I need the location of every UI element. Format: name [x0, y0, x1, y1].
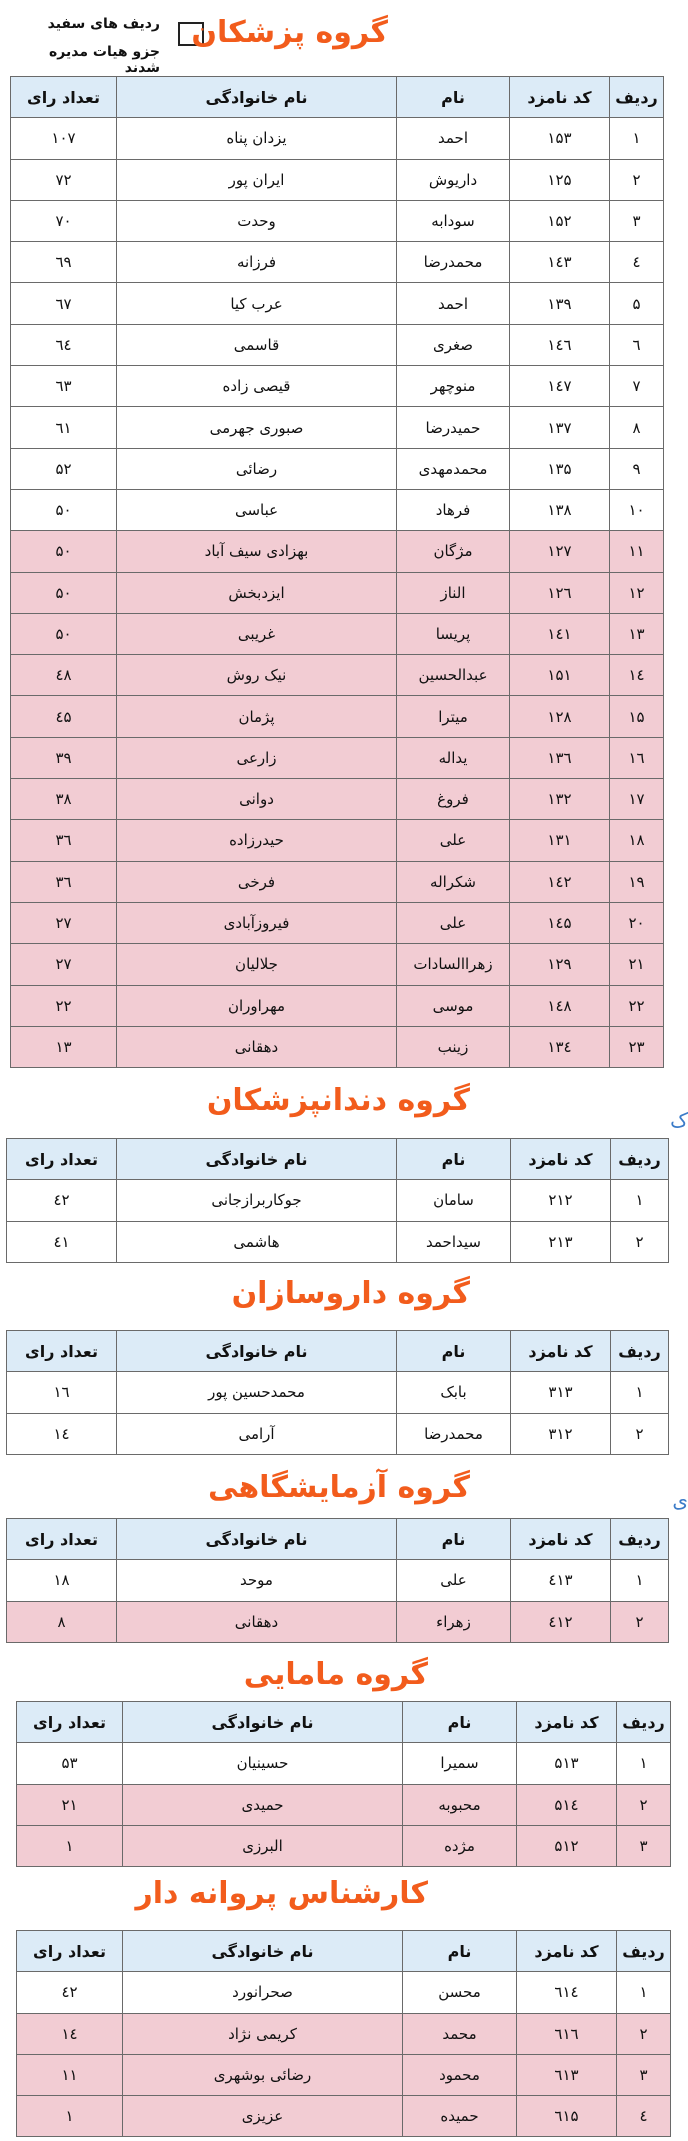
vote-count-cell: ٦۷ — [11, 283, 117, 324]
row-number-cell: ۱ — [611, 1180, 669, 1221]
vote-count-cell: ۳۸ — [11, 779, 117, 820]
vote-count-cell: ۵۰ — [11, 613, 117, 654]
vote-count-cell: ۲۷ — [11, 944, 117, 985]
vote-count-cell: ۷۲ — [11, 159, 117, 200]
candidate-code-cell: ٦۱۳ — [517, 2054, 617, 2095]
vote-count-cell: ۳٦ — [11, 820, 117, 861]
last-name-cell: عزیزی — [123, 2096, 403, 2137]
row-number-cell: ۳ — [617, 1825, 671, 1866]
vote-count-cell: ٦٤ — [11, 324, 117, 365]
candidate-code-cell: ۱۳٦ — [510, 737, 610, 778]
last-name-cell: فرخی — [117, 861, 397, 902]
first-name-cell: یداله — [397, 737, 510, 778]
candidate-code-cell: ۱٤۵ — [510, 902, 610, 943]
group-title: گروه داروسازان — [231, 1276, 470, 1311]
row-number-cell: ۵ — [610, 283, 664, 324]
last-name-cell: ایزدبخش — [117, 572, 397, 613]
table-row — [7, 1601, 669, 1642]
column-header-row-number: ردیف — [617, 1931, 671, 1972]
last-name-cell: پژمان — [117, 696, 397, 737]
last-name-cell: وحدت — [117, 200, 397, 241]
vote-count-cell: ٤۲ — [17, 1972, 123, 2013]
row-number-cell: ۱۳ — [610, 613, 664, 654]
column-header-first-name: نام — [403, 1702, 517, 1743]
table-row — [11, 407, 664, 448]
candidate-code-cell: ۲۱۳ — [511, 1221, 611, 1262]
first-name-cell: احمد — [397, 118, 510, 159]
column-header-vote-count: تعداد رای — [17, 1931, 123, 1972]
candidate-code-cell: ۱۳۸ — [510, 489, 610, 530]
candidate-code-cell: ٤۱۲ — [511, 1601, 611, 1642]
stray-glyph: ی — [672, 1488, 688, 1512]
candidate-code-cell: ۱۲٦ — [510, 572, 610, 613]
last-name-cell: فرزانه — [117, 242, 397, 283]
last-name-cell: فیروزآبادی — [117, 902, 397, 943]
column-header-last-name: نام خانوادگی — [117, 1519, 397, 1560]
group-title: گروه آزمایشگاهی — [208, 1470, 470, 1505]
vote-count-cell: ٤۸ — [11, 655, 117, 696]
vote-count-cell: ۱٤ — [17, 2013, 123, 2054]
first-name-cell: علی — [397, 820, 510, 861]
column-header-last-name: نام خانوادگی — [123, 1931, 403, 1972]
column-header-row-number: ردیف — [617, 1702, 671, 1743]
table-row — [11, 779, 664, 820]
row-number-cell: ۲ — [611, 1221, 669, 1262]
table-row — [17, 1825, 671, 1866]
column-header-row-number: ردیف — [611, 1331, 669, 1372]
candidate-code-cell: ۳۱۲ — [511, 1413, 611, 1454]
column-header-last-name: نام خانوادگی — [117, 1331, 397, 1372]
first-name-cell: سامان — [397, 1180, 511, 1221]
row-number-cell: ۱ — [617, 1743, 671, 1784]
first-name-cell: فروغ — [397, 779, 510, 820]
candidate-code-cell: ۱۵۳ — [510, 118, 610, 159]
row-number-cell: ۱ — [611, 1560, 669, 1601]
candidate-code-cell: ۳۱۳ — [511, 1372, 611, 1413]
column-header-first-name: نام — [397, 1331, 511, 1372]
candidate-code-cell: ۱۳۱ — [510, 820, 610, 861]
table-row — [11, 737, 664, 778]
candidate-code-cell: ۱٤۲ — [510, 861, 610, 902]
table-row — [11, 448, 664, 489]
table-row — [7, 1560, 669, 1601]
table-row — [17, 2054, 671, 2095]
candidate-code-cell: ۱۳۵ — [510, 448, 610, 489]
vote-count-cell: ۱٤ — [7, 1413, 117, 1454]
candidate-code-cell: ٦۱٦ — [517, 2013, 617, 2054]
vote-count-cell: ۱ — [17, 1825, 123, 1866]
row-number-cell: ۲۱ — [610, 944, 664, 985]
row-number-cell: ۲ — [611, 1413, 669, 1454]
table-row — [7, 1221, 669, 1262]
first-name-cell: علی — [397, 1560, 511, 1601]
candidate-code-cell: ۱۲۹ — [510, 944, 610, 985]
column-header-vote-count: تعداد رای — [7, 1139, 117, 1180]
table-row — [11, 159, 664, 200]
last-name-cell: کریمی نژاد — [123, 2013, 403, 2054]
candidate-code-cell: ۱۵۱ — [510, 655, 610, 696]
first-name-cell: علی — [397, 902, 510, 943]
vote-count-cell: ۳٦ — [11, 861, 117, 902]
vote-count-cell: ۸ — [7, 1601, 117, 1642]
table-row — [11, 696, 664, 737]
row-number-cell: ۱٤ — [610, 655, 664, 696]
column-header-row-number: ردیف — [610, 77, 664, 118]
row-number-cell: ۲ — [617, 1784, 671, 1825]
last-name-cell: صبوری جهرمی — [117, 407, 397, 448]
row-number-cell: ۱۹ — [610, 861, 664, 902]
first-name-cell: مژده — [403, 1825, 517, 1866]
candidate-code-cell: ۵۱۳ — [517, 1743, 617, 1784]
table-header-row — [17, 1702, 671, 1743]
last-name-cell: آرامی — [117, 1413, 397, 1454]
last-name-cell: رضائی — [117, 448, 397, 489]
table-row — [11, 985, 664, 1026]
candidate-code-cell: ۱۲۷ — [510, 531, 610, 572]
table-row — [11, 242, 664, 283]
vote-count-cell: ٤۵ — [11, 696, 117, 737]
last-name-cell: البرزی — [123, 1825, 403, 1866]
first-name-cell: زهراالسادات — [397, 944, 510, 985]
table-row — [11, 861, 664, 902]
first-name-cell: حمیدرضا — [397, 407, 510, 448]
candidate-code-cell: ۱۵۲ — [510, 200, 610, 241]
row-number-cell: ۲ — [617, 2013, 671, 2054]
vote-count-cell: ۲۱ — [17, 1784, 123, 1825]
results-table — [6, 1138, 669, 1263]
row-number-cell: ۱٦ — [610, 737, 664, 778]
column-header-candidate-code: کد نامزد — [511, 1519, 611, 1560]
last-name-cell: جوکاربرازجانی — [117, 1180, 397, 1221]
row-number-cell: ۸ — [610, 407, 664, 448]
row-number-cell: ۱ — [611, 1372, 669, 1413]
row-number-cell: ۷ — [610, 366, 664, 407]
vote-count-cell: ۱۳ — [11, 1026, 117, 1067]
table-header-row — [11, 77, 664, 118]
last-name-cell: رضائی بوشهری — [123, 2054, 403, 2095]
results-table — [16, 1930, 671, 2137]
table-row — [11, 489, 664, 530]
results-table — [10, 76, 664, 1068]
first-name-cell: زینب — [397, 1026, 510, 1067]
first-name-cell: محمدمهدی — [397, 448, 510, 489]
column-header-row-number: ردیف — [611, 1139, 669, 1180]
table-row — [17, 1972, 671, 2013]
row-number-cell: ۱۰ — [610, 489, 664, 530]
first-name-cell: عبدالحسین — [397, 655, 510, 696]
table-row — [11, 572, 664, 613]
last-name-cell: قیصی زاده — [117, 366, 397, 407]
table-row — [11, 531, 664, 572]
first-name-cell: احمد — [397, 283, 510, 324]
last-name-cell: جلالیان — [117, 944, 397, 985]
table-row — [11, 902, 664, 943]
table-row — [11, 118, 664, 159]
results-table — [16, 1701, 671, 1867]
last-name-cell: بهزادی سیف آباد — [117, 531, 397, 572]
results-table — [6, 1330, 669, 1455]
candidate-code-cell: ۵۱٤ — [517, 1784, 617, 1825]
row-number-cell: ٤ — [617, 2096, 671, 2137]
vote-count-cell: ۵۳ — [17, 1743, 123, 1784]
first-name-cell: محمود — [403, 2054, 517, 2095]
table-row — [17, 2013, 671, 2054]
first-name-cell: سیداحمد — [397, 1221, 511, 1262]
first-name-cell: محسن — [403, 1972, 517, 2013]
vote-count-cell: ۱۰۷ — [11, 118, 117, 159]
candidate-code-cell: ۱۳۲ — [510, 779, 610, 820]
row-number-cell: ۲ — [611, 1601, 669, 1642]
column-header-vote-count: تعداد رای — [7, 1331, 117, 1372]
vote-count-cell: ۱۸ — [7, 1560, 117, 1601]
column-header-last-name: نام خانوادگی — [117, 1139, 397, 1180]
row-number-cell: ۲۰ — [610, 902, 664, 943]
last-name-cell: زارعی — [117, 737, 397, 778]
first-name-cell: سمیرا — [403, 1743, 517, 1784]
table-row — [11, 366, 664, 407]
last-name-cell: محمدحسین پور — [117, 1372, 397, 1413]
row-number-cell: ۲ — [610, 159, 664, 200]
legend-text-line2: جزو هیات مدیره شدند — [49, 44, 160, 76]
vote-count-cell: ۵۰ — [11, 531, 117, 572]
first-name-cell: زهراء — [397, 1601, 511, 1642]
first-name-cell: صغری — [397, 324, 510, 365]
row-number-cell: ۲۲ — [610, 985, 664, 1026]
column-header-candidate-code: کد نامزد — [517, 1702, 617, 1743]
candidate-code-cell: ۱٤۷ — [510, 366, 610, 407]
candidate-code-cell: ۵۱۲ — [517, 1825, 617, 1866]
group-title: گروه مامایی — [243, 1657, 428, 1692]
column-header-candidate-code: کد نامزد — [511, 1331, 611, 1372]
stray-glyph: ک — [670, 1108, 688, 1132]
last-name-cell: نیک روش — [117, 655, 397, 696]
table-row — [11, 820, 664, 861]
vote-count-cell: ٦۳ — [11, 366, 117, 407]
vote-count-cell: ۲۷ — [11, 902, 117, 943]
last-name-cell: غریبی — [117, 613, 397, 654]
vote-count-cell: ٦۹ — [11, 242, 117, 283]
table-header-row — [7, 1331, 669, 1372]
last-name-cell: دوانی — [117, 779, 397, 820]
first-name-cell: شکراله — [397, 861, 510, 902]
vote-count-cell: ۵۲ — [11, 448, 117, 489]
candidate-code-cell: ۱٤۳ — [510, 242, 610, 283]
candidate-code-cell: ۱۲۸ — [510, 696, 610, 737]
first-name-cell: پریسا — [397, 613, 510, 654]
table-row — [11, 613, 664, 654]
row-number-cell: ۱۵ — [610, 696, 664, 737]
vote-count-cell: ٦۱ — [11, 407, 117, 448]
row-number-cell: ٦ — [610, 324, 664, 365]
column-header-vote-count: تعداد رای — [17, 1702, 123, 1743]
candidate-code-cell: ۱٤۱ — [510, 613, 610, 654]
vote-count-cell: ٤۱ — [7, 1221, 117, 1262]
column-header-first-name: نام — [397, 1139, 511, 1180]
vote-count-cell: ۱ — [17, 2096, 123, 2137]
vote-count-cell: ۷۰ — [11, 200, 117, 241]
column-header-last-name: نام خانوادگی — [123, 1702, 403, 1743]
candidate-code-cell: ۱۳۷ — [510, 407, 610, 448]
last-name-cell: دهقانی — [117, 1601, 397, 1642]
table-row — [11, 944, 664, 985]
last-name-cell: یزدان پناه — [117, 118, 397, 159]
table-row — [7, 1413, 669, 1454]
column-header-candidate-code: کد نامزد — [510, 77, 610, 118]
group-title: گروه دندانپزشکان — [206, 1083, 470, 1118]
first-name-cell: الناز — [397, 572, 510, 613]
row-number-cell: ۹ — [610, 448, 664, 489]
row-number-cell: ۱۲ — [610, 572, 664, 613]
table-row — [17, 2096, 671, 2137]
group-title: کارشناس پروانه دار — [135, 1876, 428, 1911]
candidate-code-cell: ٦۱۵ — [517, 2096, 617, 2137]
last-name-cell: عرب کیا — [117, 283, 397, 324]
candidate-code-cell: ۱۲۵ — [510, 159, 610, 200]
first-name-cell: محمدرضا — [397, 242, 510, 283]
table-row — [7, 1372, 669, 1413]
column-header-candidate-code: کد نامزد — [511, 1139, 611, 1180]
table-header-row — [7, 1139, 669, 1180]
column-header-vote-count: تعداد رای — [7, 1519, 117, 1560]
first-name-cell: سودابه — [397, 200, 510, 241]
candidate-code-cell: ۱۳۹ — [510, 283, 610, 324]
last-name-cell: دهقانی — [117, 1026, 397, 1067]
vote-count-cell: ۱٦ — [7, 1372, 117, 1413]
first-name-cell: محمد — [403, 2013, 517, 2054]
column-header-first-name: نام — [403, 1931, 517, 1972]
row-number-cell: ۲۳ — [610, 1026, 664, 1067]
first-name-cell: بابک — [397, 1372, 511, 1413]
last-name-cell: هاشمی — [117, 1221, 397, 1262]
last-name-cell: موحد — [117, 1560, 397, 1601]
row-number-cell: ۱۸ — [610, 820, 664, 861]
vote-count-cell: ٤۲ — [7, 1180, 117, 1221]
table-header-row — [7, 1519, 669, 1560]
candidate-code-cell: ٦۱٤ — [517, 1972, 617, 2013]
first-name-cell: موسی — [397, 985, 510, 1026]
vote-count-cell: ۲۲ — [11, 985, 117, 1026]
column-header-last-name: نام خانوادگی — [117, 77, 397, 118]
last-name-cell: عباسی — [117, 489, 397, 530]
first-name-cell: محبوبه — [403, 1784, 517, 1825]
last-name-cell: ایران پور — [117, 159, 397, 200]
row-number-cell: ۱۷ — [610, 779, 664, 820]
row-number-cell: ٤ — [610, 242, 664, 283]
table-row — [17, 1784, 671, 1825]
candidate-code-cell: ۱٤٦ — [510, 324, 610, 365]
candidate-code-cell: ۱۳٤ — [510, 1026, 610, 1067]
last-name-cell: حیدرزاده — [117, 820, 397, 861]
first-name-cell: حمیده — [403, 2096, 517, 2137]
table-row — [11, 655, 664, 696]
candidate-code-cell: ۱٤۸ — [510, 985, 610, 1026]
table-row — [7, 1180, 669, 1221]
candidate-code-cell: ٤۱۳ — [511, 1560, 611, 1601]
table-row — [11, 1026, 664, 1067]
first-name-cell: میترا — [397, 696, 510, 737]
table-row — [11, 200, 664, 241]
first-name-cell: منوچهر — [397, 366, 510, 407]
vote-count-cell: ۵۰ — [11, 572, 117, 613]
row-number-cell: ۱۱ — [610, 531, 664, 572]
results-table — [6, 1518, 669, 1643]
table-row — [17, 1743, 671, 1784]
last-name-cell: حسینیان — [123, 1743, 403, 1784]
legend-text-line1: ردیف های سفید — [47, 16, 160, 32]
first-name-cell: مژگان — [397, 531, 510, 572]
first-name-cell: فرهاد — [397, 489, 510, 530]
table-row — [11, 324, 664, 365]
column-header-row-number: ردیف — [611, 1519, 669, 1560]
vote-count-cell: ۱۱ — [17, 2054, 123, 2095]
column-header-vote-count: تعداد رای — [11, 77, 117, 118]
last-name-cell: صحرانورد — [123, 1972, 403, 2013]
row-number-cell: ۱ — [617, 1972, 671, 2013]
vote-count-cell: ۵۰ — [11, 489, 117, 530]
row-number-cell: ۳ — [617, 2054, 671, 2095]
first-name-cell: محمدرضا — [397, 1413, 511, 1454]
last-name-cell: قاسمی — [117, 324, 397, 365]
group-title: گروه پزشکان — [191, 15, 388, 50]
first-name-cell: داریوش — [397, 159, 510, 200]
column-header-first-name: نام — [397, 1519, 511, 1560]
table-row — [11, 283, 664, 324]
column-header-first-name: نام — [397, 77, 510, 118]
last-name-cell: حمیدی — [123, 1784, 403, 1825]
row-number-cell: ۱ — [610, 118, 664, 159]
vote-count-cell: ۳۹ — [11, 737, 117, 778]
row-number-cell: ۳ — [610, 200, 664, 241]
table-header-row — [17, 1931, 671, 1972]
last-name-cell: مهراوران — [117, 985, 397, 1026]
column-header-candidate-code: کد نامزد — [517, 1931, 617, 1972]
candidate-code-cell: ۲۱۲ — [511, 1180, 611, 1221]
